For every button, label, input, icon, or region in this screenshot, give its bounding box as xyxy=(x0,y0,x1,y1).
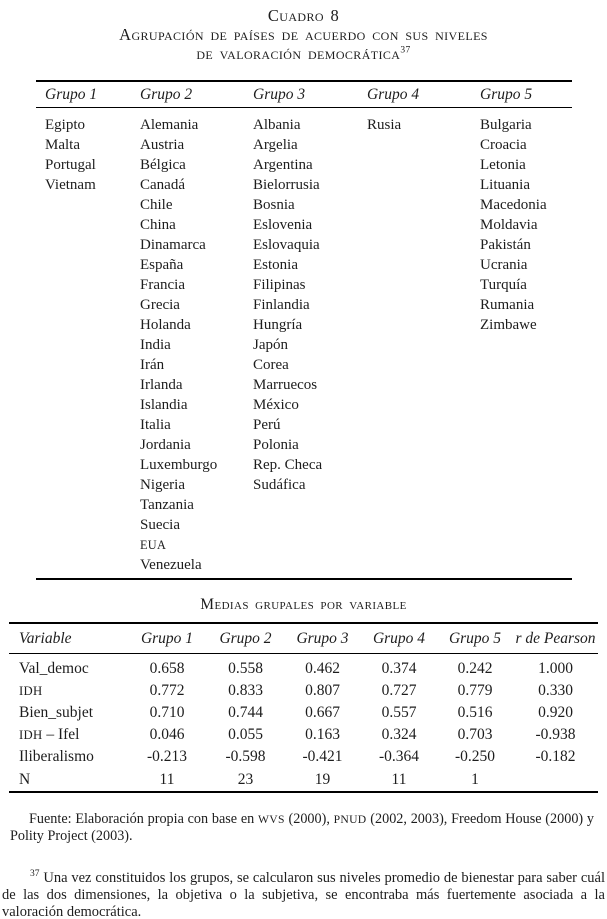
group-column xyxy=(367,115,480,135)
country-name: México xyxy=(253,397,299,413)
mean-value: 0.667 xyxy=(305,704,340,721)
means-column-header: Grupo 1 xyxy=(140,630,194,647)
country-name: Polonia xyxy=(253,437,299,453)
country-name: Holanda xyxy=(140,317,191,333)
means-column-header: Grupo 3 xyxy=(296,630,349,647)
group-column xyxy=(480,115,572,335)
country-name: India xyxy=(140,337,171,353)
country-name: Malta xyxy=(45,137,80,153)
mean-value: 0.727 xyxy=(381,682,417,699)
country-name: Nigeria xyxy=(140,477,185,493)
country-name: Filipinas xyxy=(253,277,306,293)
country-name: Rusia xyxy=(367,117,402,133)
country-name: Tanzania xyxy=(140,497,194,513)
group-column-header: Grupo 2 xyxy=(140,86,193,103)
mean-value: 1.000 xyxy=(538,660,573,677)
mean-value: 0.703 xyxy=(457,726,493,743)
country-name: Irlanda xyxy=(140,377,183,393)
mean-value: 11 xyxy=(391,771,407,788)
country-name: Moldavia xyxy=(480,217,538,233)
footnote-number: 37 xyxy=(30,868,40,879)
country-name: Bélgica xyxy=(140,157,186,173)
mean-value: 0.516 xyxy=(457,704,493,721)
variable-name: IDH – Ifel xyxy=(19,726,80,743)
country-name: Pakistán xyxy=(480,237,531,253)
group-column-header: Grupo 1 xyxy=(45,86,98,103)
country-name: Corea xyxy=(253,357,289,373)
mean-value: -0.938 xyxy=(535,726,576,743)
table-header xyxy=(0,6,607,63)
country-name: Austria xyxy=(140,137,185,153)
country-name: Argelia xyxy=(253,137,298,153)
mean-value: 0.046 xyxy=(149,726,185,743)
means-column-header: Grupo 2 xyxy=(219,630,272,647)
table-number-title: Cuadro 8 xyxy=(267,6,340,25)
means-column-header: Grupo 4 xyxy=(372,630,426,647)
country-name: Francia xyxy=(140,277,185,293)
country-name: Egipto xyxy=(45,117,85,133)
group-column xyxy=(45,115,140,195)
variable-name: Bien_subjet xyxy=(19,704,94,721)
group-column xyxy=(253,115,367,495)
group-means-table xyxy=(9,622,598,793)
country-name: Albania xyxy=(253,117,301,133)
country-name: Italia xyxy=(140,417,171,433)
means-column-header: Grupo 5 xyxy=(448,630,502,647)
mean-value: -0.182 xyxy=(535,748,576,765)
means-table-title: Medias grupales por variable xyxy=(200,596,407,613)
country-name: Venezuela xyxy=(140,557,202,573)
means-table-row xyxy=(9,658,598,680)
means-table-body xyxy=(9,654,598,791)
country-name: Rep. Checa xyxy=(253,457,323,473)
means-table-row xyxy=(9,702,598,724)
country-name: Argentina xyxy=(253,157,313,173)
means-table-row xyxy=(9,724,598,746)
group-column-header: Grupo 4 xyxy=(367,86,420,103)
country-name: Grecia xyxy=(140,297,180,313)
mean-value: 0.779 xyxy=(457,682,493,699)
mean-value: 0.920 xyxy=(538,704,573,721)
mean-value: 1 xyxy=(471,771,479,788)
country-name: Luxemburgo xyxy=(140,457,218,473)
mean-value: -0.421 xyxy=(302,748,343,765)
variable-name: IDH xyxy=(19,684,43,698)
country-name: España xyxy=(140,257,184,273)
country-name: Zimbawe xyxy=(480,317,537,333)
country-name: Marruecos xyxy=(253,377,318,393)
mean-value: 0.658 xyxy=(149,660,185,677)
mean-value: 23 xyxy=(237,771,254,788)
mean-value: 0.807 xyxy=(305,682,340,699)
mean-value: 0.462 xyxy=(305,660,340,677)
subtitle-footnote-ref: 37 xyxy=(400,45,411,55)
country-name: EUA xyxy=(140,538,167,552)
country-name: Perú xyxy=(253,417,281,433)
mean-value: 0.558 xyxy=(228,660,263,677)
mean-value: -0.213 xyxy=(146,748,188,765)
mean-value: -0.364 xyxy=(378,748,420,765)
mean-value: 0.710 xyxy=(149,704,185,721)
group-column-header: Grupo 3 xyxy=(253,86,306,103)
country-name: Ucrania xyxy=(480,257,528,273)
country-name: Canadá xyxy=(140,177,185,193)
groups-table-header-row xyxy=(36,82,572,108)
country-name: Alemania xyxy=(140,117,199,133)
means-column-header: Variable xyxy=(19,630,72,647)
variable-name: Iliberalismo xyxy=(19,748,94,765)
country-name: Finlandia xyxy=(253,297,310,313)
subtitle-text: de valoración democrática xyxy=(196,43,401,63)
mean-value: 0.744 xyxy=(228,704,263,721)
country-name: Bosnia xyxy=(253,197,295,213)
country-name: Dinamarca xyxy=(140,237,206,253)
country-name: Macedonia xyxy=(480,197,547,213)
country-name: Hungría xyxy=(253,317,303,333)
groups-table-body xyxy=(36,108,572,578)
means-column-header: r de Pearson xyxy=(515,630,596,647)
mean-value: -0.250 xyxy=(454,748,496,765)
country-name: Croacia xyxy=(480,137,527,153)
country-name: Letonia xyxy=(480,157,526,173)
means-table-row xyxy=(9,746,598,768)
mean-value: 0.374 xyxy=(381,660,417,677)
variable-name: N xyxy=(19,771,31,788)
country-name: Turquía xyxy=(480,277,527,293)
mean-value: 0.163 xyxy=(305,726,340,743)
mean-value xyxy=(513,770,598,790)
country-name: Suecia xyxy=(140,517,180,533)
mean-value: 11 xyxy=(159,771,175,788)
country-name: Portugal xyxy=(45,157,96,173)
country-name: Jordania xyxy=(140,437,191,453)
country-name: Bulgaria xyxy=(480,117,532,133)
mean-value: 0.330 xyxy=(538,682,573,699)
variable-name: Val_democ xyxy=(19,660,89,677)
footnote: $^{37}$ Una vez constituidos los grupos, se calcularon sus niveles promedio de bienestar para saber cuál de las dos dimensiones, la objetiva o la subjetiva, se encontraba más fuertemente asociada a la valoración democrática. xyxy=(2,868,605,919)
country-name: Bielorrusia xyxy=(253,177,320,193)
mean-value: 19 xyxy=(314,771,331,788)
country-name: Estonia xyxy=(253,257,298,273)
mean-value: 0.055 xyxy=(228,726,263,743)
table-subtitle-line2 xyxy=(0,45,607,64)
country-name: Irán xyxy=(140,357,165,373)
group-column xyxy=(140,115,253,575)
country-name: Chile xyxy=(140,197,173,213)
country-name: Vietnam xyxy=(45,177,96,193)
means-table-header-row xyxy=(9,624,598,654)
country-name: Japón xyxy=(253,337,288,353)
table-subtitle-line1: Agrupación de países de acuerdo con sus niveles xyxy=(119,25,488,44)
mean-value: 0.772 xyxy=(149,682,185,699)
mean-value: -0.598 xyxy=(225,748,266,765)
mean-value: 0.557 xyxy=(381,704,417,721)
country-groups-table xyxy=(36,80,572,580)
group-column-header: Grupo 5 xyxy=(480,86,533,103)
country-name: Eslovenia xyxy=(253,217,313,233)
mean-value: 0.242 xyxy=(457,660,493,677)
source-note: Fuente: Elaboración propia con base en WVS (2000), PNUD (2002, 2003), Freedom House (2000) y Polity Project (2003). xyxy=(10,811,594,845)
mean-value: 0.833 xyxy=(228,682,263,699)
country-name: Islandia xyxy=(140,397,188,413)
country-name: Sudáfica xyxy=(253,477,306,493)
country-name: Lituania xyxy=(480,177,530,193)
country-name: China xyxy=(140,217,176,233)
means-table-row xyxy=(9,680,598,702)
means-table-row xyxy=(9,770,598,790)
country-name: Rumania xyxy=(480,297,535,313)
country-name: Eslovaquia xyxy=(253,237,320,253)
mean-value: 0.324 xyxy=(381,726,417,743)
